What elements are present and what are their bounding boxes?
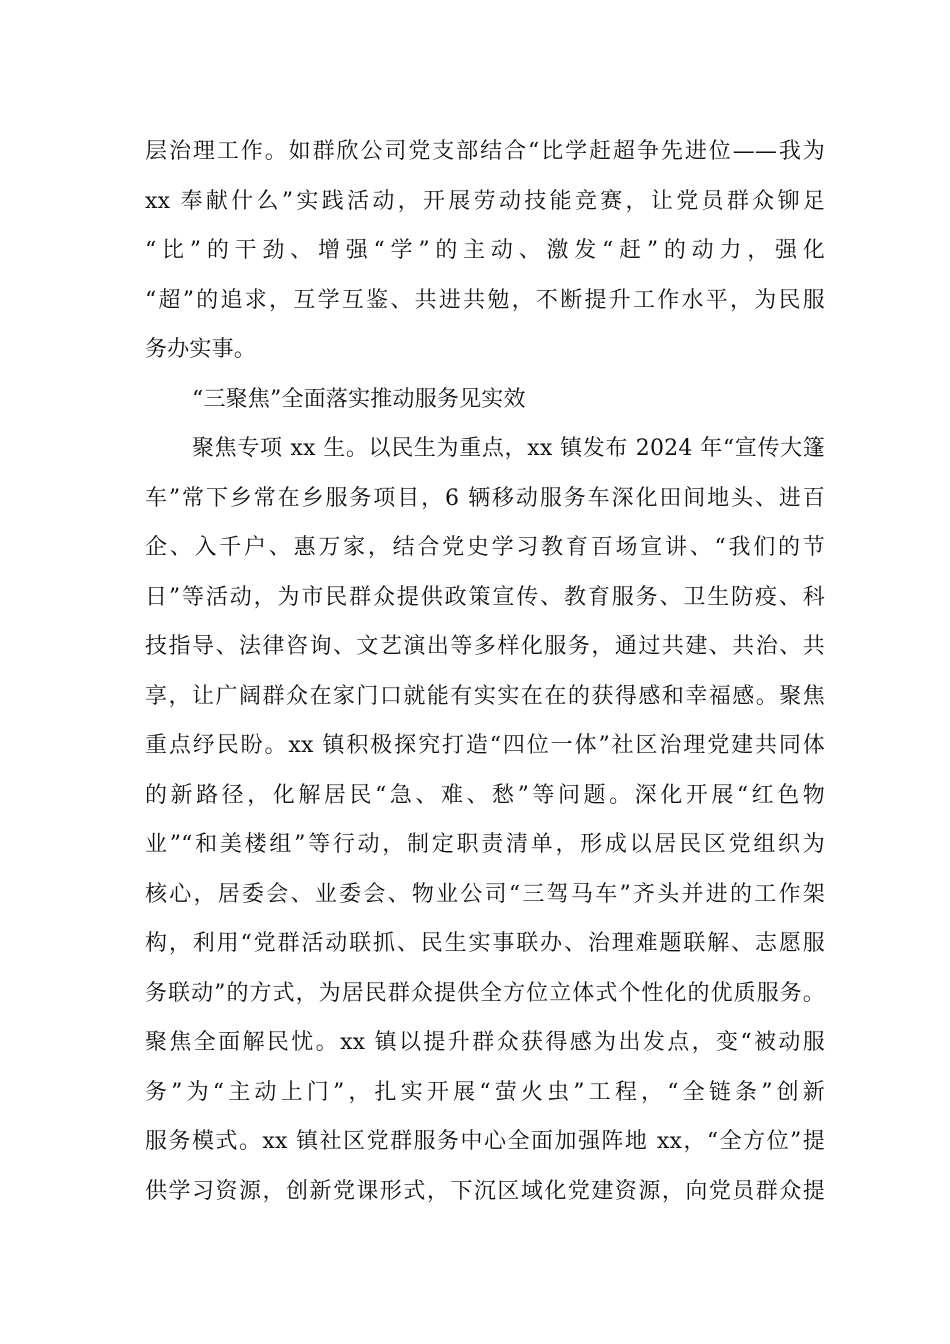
text-line: 供学习资源，创新党课形式，下沉区域化党建资源，向党员群众提 bbox=[145, 1179, 825, 1204]
text-line: “超”的追求，互学互鉴、共进共勉，不断提升工作水平，为民服 bbox=[145, 288, 825, 313]
text-line: 重点纾民盼。xx 镇积极探究打造“四位一体”社区治理党建共同体 bbox=[145, 733, 825, 758]
text-line: 务联动”的方式，为居民群众提供全方位立体式个性化的优质服务。 bbox=[145, 981, 825, 1006]
text-line: 的新路径，化解居民“急、难、愁”等问题。深化开展“红色物 bbox=[145, 783, 825, 808]
section-heading: “三聚焦”全面落实推动服务见实效 bbox=[192, 387, 526, 412]
text-line: 核心，居委会、业委会、物业公司“三驾马车”齐头并进的工作架 bbox=[145, 882, 825, 907]
text-line: 服务模式。xx 镇社区党群服务中心全面加强阵地 xx，“全方位”提 bbox=[145, 1129, 825, 1154]
text-line: 日”等活动，为市民群众提供政策宣传、教育服务、卫生防疫、科 bbox=[145, 585, 825, 610]
text-line: 车”常下乡常在乡服务项目，6 辆移动服务车深化田间地头、进百 bbox=[145, 486, 825, 511]
text-line: 业”“和美楼组”等行动，制定职责清单，形成以居民区党组织为 bbox=[145, 832, 825, 857]
text-line: 层治理工作。如群欣公司党支部结合“比学赶超争先进位——我为 bbox=[145, 139, 825, 164]
text-line: 务办实事。 bbox=[145, 337, 257, 362]
text-line: “比”的干劲、增强“学”的主动、激发“赶”的动力，强化 bbox=[145, 238, 825, 263]
text-line: 企、入千户、惠万家，结合党史学习教育百场宣讲、“我们的节 bbox=[145, 535, 825, 560]
text-line: 享，让广阔群众在家门口就能有实实在在的获得感和幸福感。聚焦 bbox=[145, 684, 825, 709]
text-line: xx 奉献什么”实践活动，开展劳动技能竞赛，让党员群众铆足 bbox=[145, 189, 825, 214]
text-line: 务”为“主动上门”，扎实开展“萤火虫”工程，“全链条”创新 bbox=[145, 1080, 825, 1105]
text-line: 聚焦专项 xx 生。以民生为重点，xx 镇发布 2024 年“宣传大篷 bbox=[192, 436, 825, 461]
text-line: 聚焦全面解民忧。xx 镇以提升群众获得感为出发点，变“被动服 bbox=[145, 1030, 825, 1055]
text-line: 构，利用“党群活动联抓、民生实事联办、治理难题联解、志愿服 bbox=[145, 931, 825, 956]
text-line: 技指导、法律咨询、文艺演出等多样化服务，通过共建、共治、共 bbox=[145, 634, 825, 659]
